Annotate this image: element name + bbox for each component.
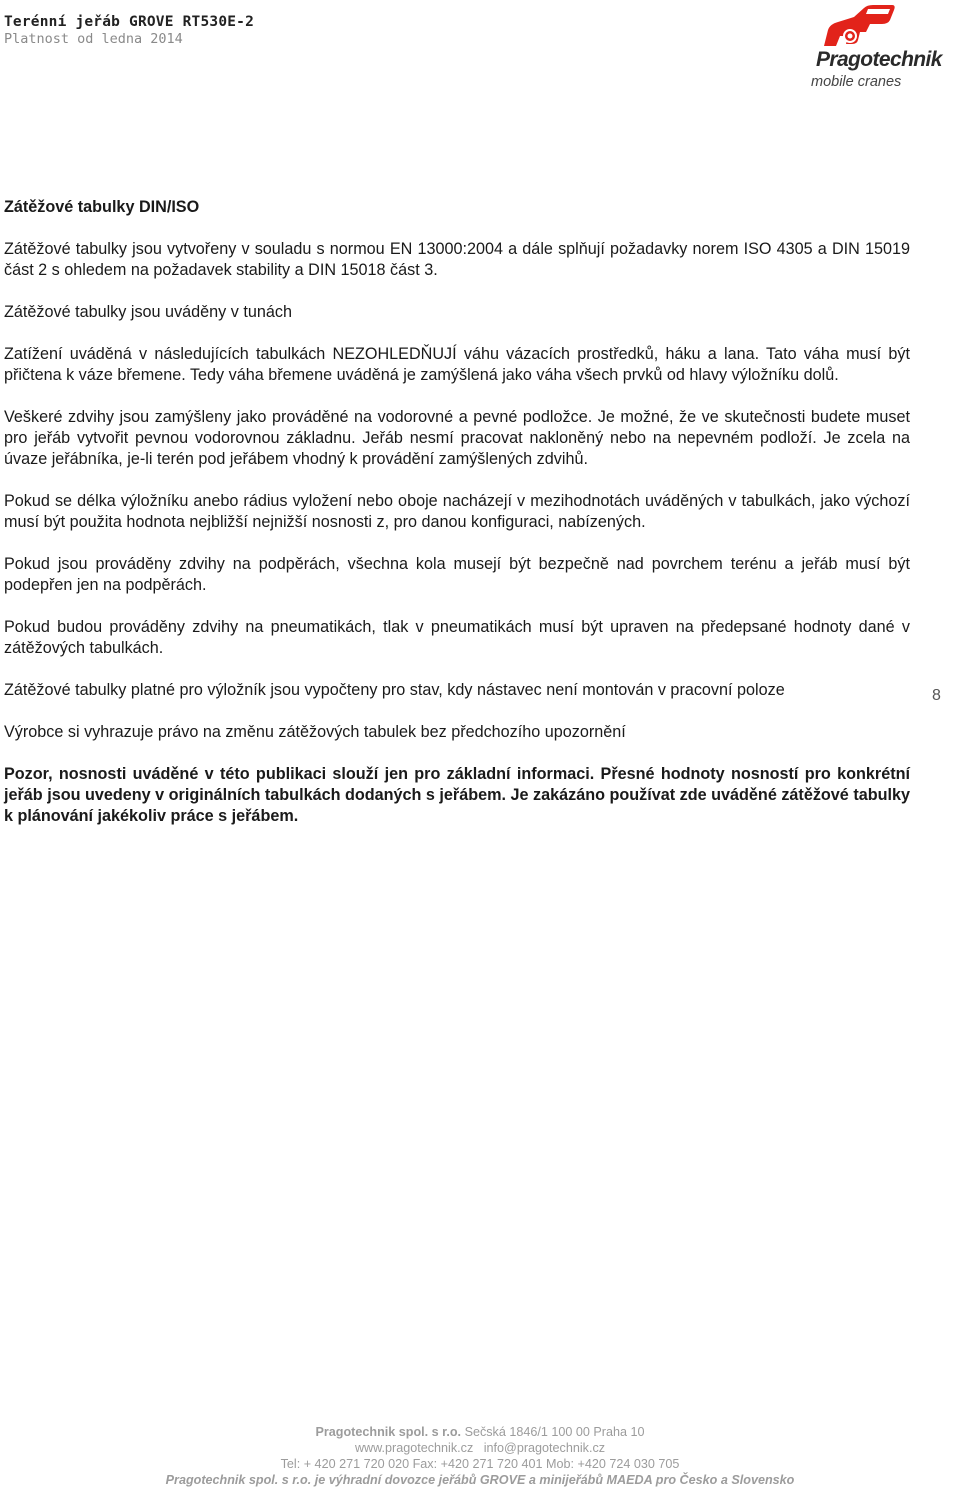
validity-date: Platnost od ledna 2014 (4, 31, 183, 47)
page-number: 8 (932, 687, 941, 704)
paragraph-jib: Zátěžové tabulky platné pro výložník jsou vypočteny pro stav, kdy nástavec není montován v pracovní poloze (4, 681, 785, 699)
company-logo (804, 2, 960, 94)
footer-company-line (0, 1424, 960, 1440)
footer-website-link[interactable]: www.pragotechnik.cz (354, 1441, 474, 1455)
footer-company: Pragotechnik spol. s r.o. (315, 1425, 462, 1439)
paragraph-standards: Zátěžové tabulky jsou vytvořeny v souladu s normou EN 13000:2004 a dále splňují požadavky norem ISO 4305 a DIN 15019 část 2 s ohledem na požadavek stability a DIN 15018 část 3. (4, 240, 910, 279)
logo-wordmark: Pragotechnik (816, 48, 942, 71)
footer-email-link[interactable]: info@pragotechnik.cz (483, 1441, 606, 1455)
footer-importer-company: Pragotechnik spol. s r.o. (165, 1473, 312, 1487)
paragraph-disclaimer: Výrobce si vyhrazuje právo na změnu zátěžových tabulek bez předchozího upozornění (4, 723, 626, 741)
paragraph-outriggers: Pokud jsou prováděny zdvihy na podpěrách, všechna kola musejí být bezpečně nad povrchem terénu a jeřáb musí být podepřen jen na podpěrách. (4, 555, 910, 594)
paragraph-interpolation: Pokud se délka výložníku anebo rádius vyložení nebo oboje nacházejí v mezihodnotách uváděných v tabulkách, jako výchozí musí být použita hodnota nejbližší nejnižší nosnosti z, pro danou konfiguraci, nabízených. (4, 492, 910, 531)
footer-contact-line (0, 1440, 960, 1456)
section-heading: Zátěžové tabulky DIN/ISO (4, 198, 200, 216)
page-footer (0, 1424, 960, 1488)
footer-importer-note: je výhradní dovozce jeřábů GROVE a minijeřábů MAEDA pro Česko a Slovensko (314, 1473, 795, 1487)
footer-importer-line (0, 1472, 960, 1488)
footer-address: Sečská 1846/1 100 00 Praha 10 (464, 1425, 645, 1439)
document-title: Terénní jeřáb GROVE RT530E-2 (4, 14, 255, 30)
logo-tagline: mobile cranes (811, 74, 902, 90)
footer-phones: Tel: + 420 271 720 020 Fax: +420 271 720 401 Mob: +420 724 030 705 (280, 1457, 680, 1471)
crane-car-icon (820, 2, 900, 48)
paragraph-ground: Veškeré zdvihy jsou zamýšleny jako prováděné na vodorovné a pevné podložce. Je možné, že ve skutečnosti budete muset pro jeřáb vytvořit pevnou vodorovnou základnu. Jeřáb nesmí pracovat nakloněný nebo na nepevném podloží. Je zcela na úvaze jeřábníka, je-li terén pod jeřábem vhodný k provádění zamýšlených zdvihů. (4, 408, 910, 468)
paragraph-tyres: Pokud budou prováděny zdvihy na pneumatikách, tlak v pneumatikách musí být upraven na předepsané hodnoty dané v zátěžových tabulkách. (4, 618, 910, 657)
paragraph-load-weight: Zatížení uváděná v následujících tabulkách NEZOHLEDŇUJÍ váhu vázacích prostředků, háku a lana. Tato váha musí být přičtena k váze břemene. Tedy váha břemene uváděná je zamýšlená jako váha všech prvků od hlavy výložníku dolů. (4, 345, 910, 384)
main-content (4, 197, 910, 848)
paragraph-units: Zátěžové tabulky jsou uváděny v tunách (4, 303, 292, 321)
warning-notice: Pozor, nosnosti uváděné v této publikaci slouží jen pro základní informaci. Přesné hodnoty nosností pro konkrétní jeřáb jsou uvedeny v originálních tabulkách dodaných s jeřábem. Je zakázáno používat zde uváděné zátěžové tabulky k plánování jakékoliv práce s jeřábem. (4, 765, 910, 825)
